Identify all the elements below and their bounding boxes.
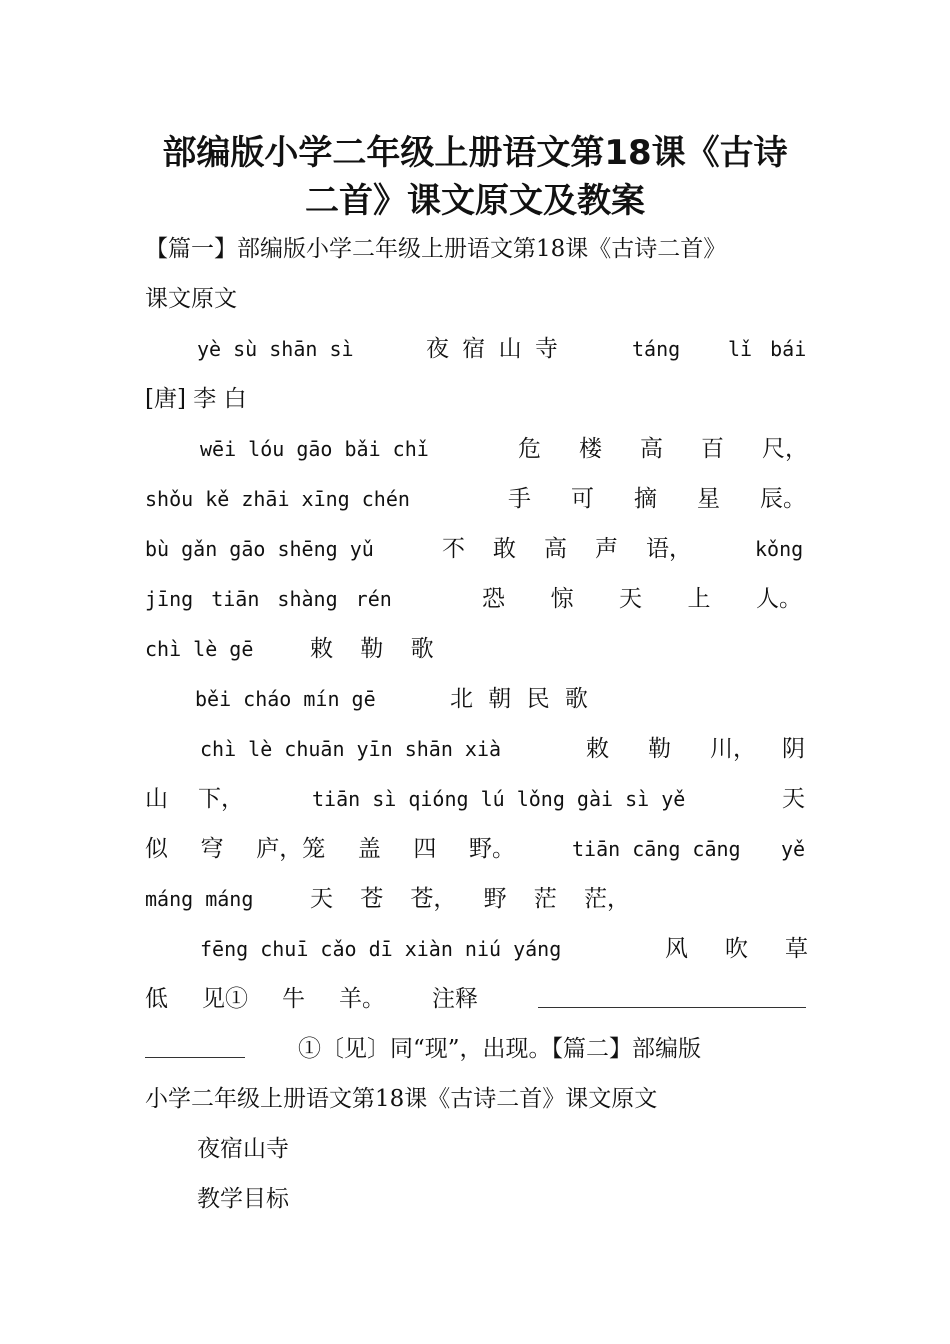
poem-char: 语，	[646, 536, 692, 562]
poem1-author: [唐] 李 白	[145, 386, 247, 412]
poem-char: 高	[544, 536, 567, 562]
poem2-line1-text	[586, 733, 756, 765]
poem-char: 穹	[200, 836, 224, 862]
poem2-line1-char-yin: 阴	[782, 736, 805, 762]
poem-char: 羊。	[339, 986, 385, 1012]
poem1-line1-pinyin: wēi lóu gāo bǎi chǐ	[200, 437, 429, 461]
poem2-line3-pinyin: tiān cāng cāng	[572, 837, 741, 861]
poem-char: 低	[145, 986, 168, 1012]
poem2-line1-char-xia: 下，	[198, 786, 244, 812]
section-heading-continuation: 课文原文	[145, 286, 237, 312]
poem1-author-pinyin-dynasty: táng	[632, 337, 681, 361]
poem-char: 声	[595, 536, 618, 562]
subheading-poem: 夜宿山寺	[197, 1136, 289, 1162]
poem-char: 天	[310, 886, 333, 912]
poem-char: 野。	[468, 836, 515, 862]
subheading-goals: 教学目标	[197, 1186, 289, 1212]
poem-char: 敢	[493, 536, 516, 562]
poem2-line4-pinyin: fēng chuī cǎo dī xiàn niú yáng	[200, 937, 562, 961]
poem2-line1-pinyin: chì lè chuān yīn shān xià	[200, 737, 502, 761]
poem1-line3-text	[442, 533, 692, 565]
poem-char: 草	[785, 936, 808, 962]
blank-line	[145, 1033, 245, 1058]
poem-char: 敕	[586, 736, 609, 762]
poem-char: 楼	[579, 436, 602, 462]
poem-char: 百	[701, 436, 724, 462]
poem-char: 天	[619, 586, 642, 612]
poem-char: 危	[518, 436, 541, 462]
poem1-title-pinyin: yè sù shān sì	[197, 337, 354, 361]
poem-char: 上	[687, 586, 711, 612]
poem-char: 见①	[202, 986, 248, 1012]
poem2-line2-pinyin: tiān sì qióng lú lǒng gài sì yě	[312, 787, 686, 811]
poem1-title: 夜 宿 山 寺	[426, 336, 561, 362]
poem2-line2-text	[145, 833, 515, 865]
poem-char: 庐，笼	[256, 836, 326, 862]
poem-char: 可	[571, 486, 594, 512]
poem2-line4-text-a	[665, 933, 808, 965]
poem1-author-pinyin-name: lǐ bái	[728, 337, 807, 361]
poem1-line4-pinyin-start: kǒng	[755, 537, 804, 561]
poem-char: 尺，	[762, 436, 808, 462]
poem-char: 人。	[756, 586, 802, 612]
document-title-line-2: 二首》课文原文及教案	[305, 181, 645, 221]
poem-char: 不	[442, 536, 465, 562]
poem2-line3-text	[310, 883, 630, 915]
poem-char: 恐	[482, 586, 505, 612]
blank-line	[538, 983, 806, 1008]
note-label: 注释	[432, 986, 478, 1012]
poem2-line3-pinyin-end: máng máng	[145, 887, 254, 911]
poem-char: 惊	[550, 586, 574, 612]
poem1-line2-pinyin: shǒu kě zhāi xīng chén	[145, 487, 410, 511]
poem-char: 盖	[357, 836, 381, 862]
poem-char: 风	[665, 936, 688, 962]
poem-char: 星	[697, 486, 720, 512]
poem-char: 野	[483, 886, 507, 912]
poem-char: 辰。	[760, 486, 806, 512]
poem-char: 吹	[725, 936, 748, 962]
poem2-line3-pinyin-ye: yě	[781, 837, 806, 861]
section-heading-pian-yi: 【篇一】部编版小学二年级上册语文第18课《古诗二首》	[145, 236, 727, 262]
poem2-line2-char-tian: 天	[782, 786, 805, 812]
poem2-title: 敕 勒 歌	[310, 636, 444, 662]
poem1-line4-pinyin: jīng tiān shàng rén	[145, 587, 392, 611]
poem-char: 似	[145, 836, 168, 862]
poem1-line4-text	[482, 583, 802, 615]
note-underline-1	[538, 983, 806, 1017]
poem-char: 茫，	[583, 886, 630, 912]
poem1-line3-pinyin: bù gǎn gāo shēng yǔ	[145, 537, 374, 561]
section-heading-pian-er: 小学二年级上册语文第18课《古诗二首》课文原文	[145, 1086, 658, 1112]
document-title-line-1: 部编版小学二年级上册语文第18课《古诗	[162, 133, 788, 173]
poem-char: 勒	[648, 736, 671, 762]
note-underline-2	[145, 1033, 245, 1067]
poem1-line1-text	[518, 433, 808, 465]
poem-char: 手	[508, 486, 531, 512]
poem-char: 苍	[360, 886, 384, 912]
poem-char: 苍，	[410, 886, 457, 912]
note-text: ①〔见〕同“现”，出现。【篇二】部编版	[298, 1036, 702, 1062]
poem2-title-pinyin: chì lè gē	[145, 637, 254, 661]
poem-char: 四	[413, 836, 437, 862]
poem-char: 摘	[634, 486, 657, 512]
poem-char: 牛	[282, 986, 305, 1012]
poem-char: 茫	[533, 886, 557, 912]
poem-char: 川，	[710, 736, 756, 762]
poem-char: 高	[640, 436, 663, 462]
poem2-author: 北 朝 民 歌	[450, 686, 592, 712]
poem1-line2-text	[508, 483, 806, 515]
poem2-author-pinyin: běi cháo mín gē	[195, 687, 376, 711]
poem2-line4-text-b	[145, 983, 385, 1015]
poem2-line1-char-shan: 山	[145, 786, 168, 812]
